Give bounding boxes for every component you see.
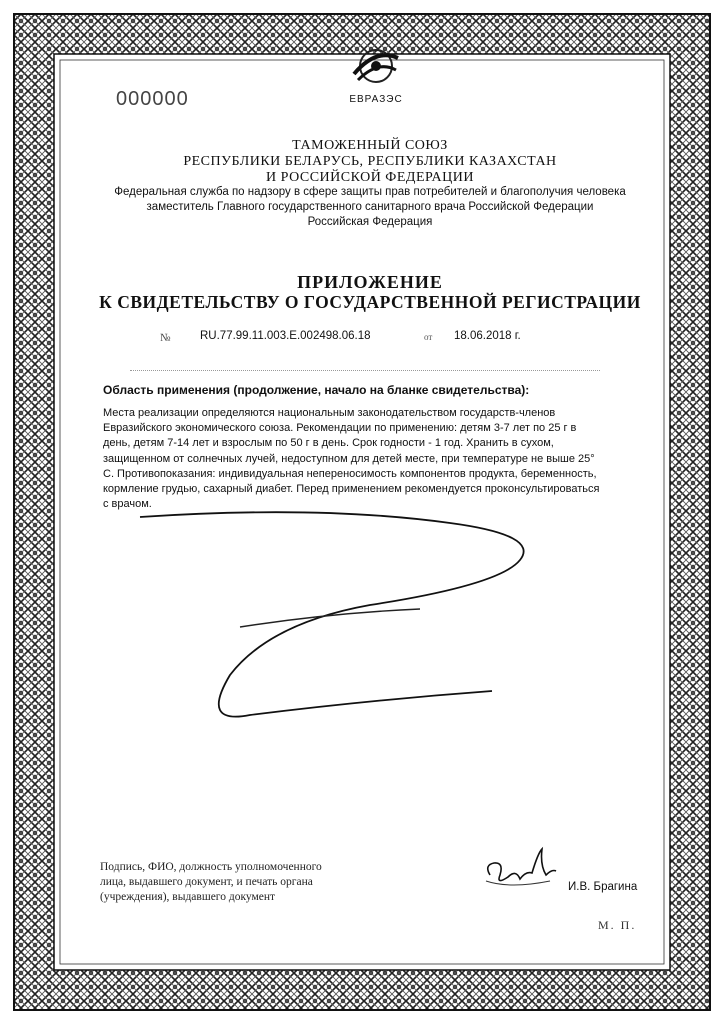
serial-number: 000000 [116, 88, 189, 110]
footer-signature-label [100, 860, 400, 905]
body-text [103, 406, 643, 512]
seal-placeholder: М. П. [598, 918, 637, 932]
body-line: кормление грудью, сахарный диабет. Перед применением рекомендуется проконсультироваться [103, 483, 600, 496]
evrazes-logo [338, 40, 414, 110]
header-republics: РЕСПУБЛИКИ БЕЛАРУСЬ, РЕСПУБЛИКИ КАЗАХСТАН [183, 154, 557, 169]
signer-name: И.В. Брагина [568, 881, 638, 893]
header-service: Федеральная служба по надзору в сфере защиты прав потребителей и благополучия человека [114, 186, 626, 198]
body-line: Евразийского экономического союза. Рекомендации по применению: детям 3-7 лет по 25 г в [103, 422, 577, 435]
body-line: день, детям 7-14 лет и взрослым по 50 г в день. Срок годности - 1 год. Хранить в сухом, [103, 437, 554, 450]
number-sign: № [160, 332, 171, 344]
handwritten-signature [480, 845, 560, 895]
footer-line-3: (учреждения), выдавшего документ [100, 891, 276, 903]
section-title: Область применения (продолжение, начало на бланке свидетельства): [103, 383, 530, 397]
logo-text: ЕВРАЗЭС [349, 94, 403, 105]
header-federation: И РОССИЙСКОЙ ФЕДЕРАЦИИ [266, 170, 474, 185]
registration-row [0, 330, 724, 346]
divider [130, 370, 600, 371]
header-deputy: заместитель Главного государственного санитарного врача Российской Федерации [146, 201, 594, 213]
document-title: ПРИЛОЖЕНИЕ [297, 272, 443, 292]
document-subtitle: К СВИДЕТЕЛЬСТВУ О ГОСУДАРСТВЕННОЙ РЕГИСТРАЦИИ [99, 292, 641, 312]
from-label: от [424, 332, 433, 342]
header-union: ТАМОЖЕННЫЙ СОЮЗ [292, 138, 448, 153]
registration-date: 18.06.2018 г. [454, 330, 521, 342]
z-strike-mark [120, 505, 540, 735]
footer-line-1: Подпись, ФИО, должность уполномоченного [100, 861, 322, 873]
globe-emblem-icon [348, 40, 404, 92]
body-line: Места реализации определяются национальным законодательством государств-членов [103, 407, 556, 419]
body-line: защищенном от солнечных лучей, недоступном для детей месте, при температуре не выше 25° [103, 452, 595, 465]
registration-number: RU.77.99.11.003.E.002498.06.18 [200, 330, 371, 342]
footer-line-2: лица, выдавшего документ, и печать органа [100, 876, 313, 888]
body-line: с врачом. [103, 498, 152, 511]
body-line: С. Противопоказания: индивидуальная непереносимость компонентов продукта, беременность, [103, 467, 597, 480]
header-country: Российская Федерация [307, 216, 433, 228]
